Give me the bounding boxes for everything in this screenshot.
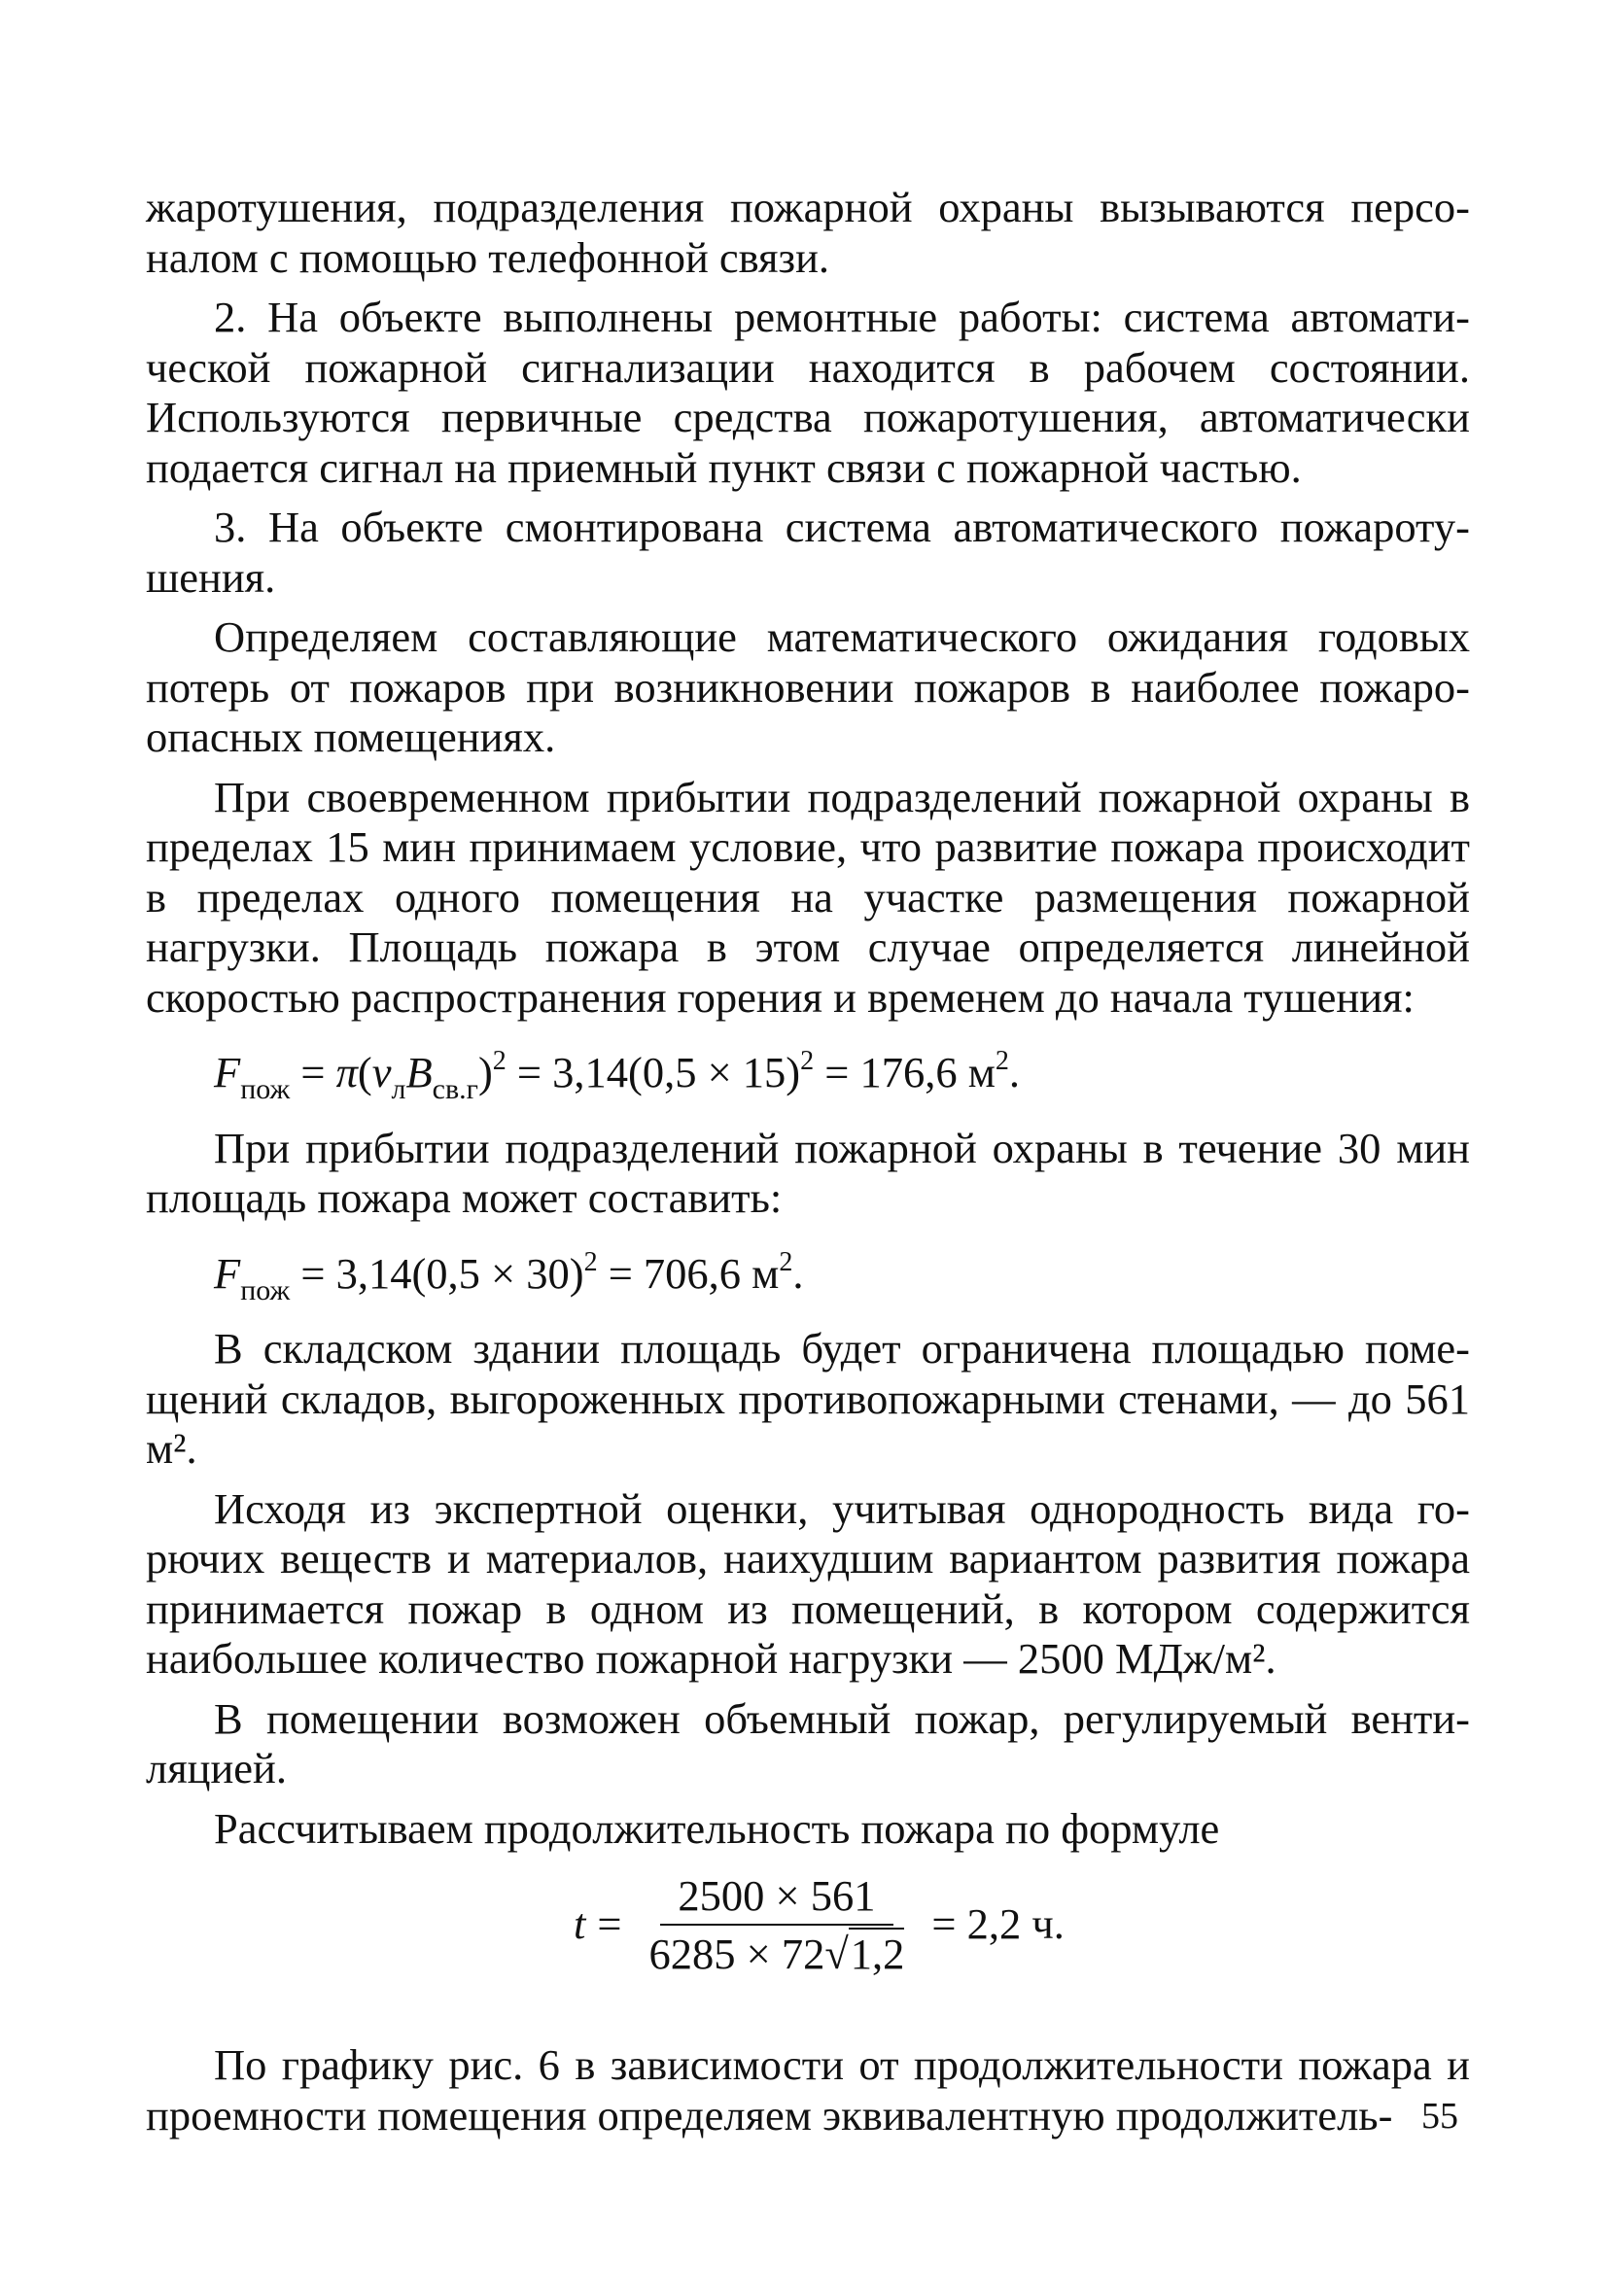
formula-text: . (792, 1248, 804, 1298)
formula-subscript: пож (240, 1273, 291, 1306)
paragraph: При прибытии подразделений пожарной охраны в течение 30 мин площадь пожара может составить: (146, 1123, 1470, 1222)
formula-subscript: пож (240, 1073, 291, 1105)
fraction-numerator: 2500 × 561 (660, 1871, 892, 1926)
formula-subscript: св.г (432, 1073, 478, 1105)
formula-text: = (597, 1899, 622, 1949)
formula-superscript: 2 (492, 1046, 507, 1076)
formula-text: = 706,6 м (597, 1248, 780, 1298)
paragraph: 3. На объекте смонтирована система автоматического пожаротушения. (146, 503, 1470, 602)
formula-text: = 2,2 ч. (931, 1899, 1065, 1949)
formula-text: ) (477, 1048, 493, 1096)
formula-text: ( (357, 1048, 372, 1096)
formula-fire-duration (146, 1867, 1470, 1982)
paragraph: В помещении возможен объемный пожар, регулируемый вентиляцией. (146, 1693, 1470, 1792)
paragraph: Определяем составляющие математического ожидания годовых потерь от пожаров при возникновении пожаров в наиболее пожароопасных помещениях. (146, 612, 1470, 761)
formula-text: = (290, 1048, 336, 1096)
formula-symbol: F (214, 1248, 241, 1298)
formula-symbol: B (405, 1048, 433, 1096)
fraction-denominator (631, 1926, 922, 1978)
page-number: 55 (1421, 2096, 1458, 2137)
paragraph: При своевременном прибытии подразделений пожарной охраны в пределах 15 мин принимаем условие, что развитие пожара происходит в пределах одного помещения на участке размещения пожарной нагрузки. Площадь пожара в этом случае определяется линейной скоростью распространения горения и временем до начала тушения: (146, 772, 1470, 1022)
paragraph: По графику рис. 6 в зависимости от продолжительности пожара и проемности помещения определяем эквивалентную продолжитель- (146, 2040, 1470, 2139)
formula-text: = 176,6 м (814, 1048, 996, 1096)
formula-superscript: 2 (779, 1246, 793, 1277)
formula-text: . (1008, 1048, 1021, 1096)
formula-symbol: v (371, 1048, 392, 1096)
formula-fire-area-30min (146, 1246, 1470, 1306)
paragraph: жаротушения, подразделения пожарной охраны вызываются персоналом с помощью телефонной связи. (146, 183, 1470, 282)
formula-fire-area-15min (146, 1046, 1470, 1105)
paragraph: Рассчитываем продолжительность пожара по формуле (214, 1803, 1220, 1853)
paragraph: В складском здании площадь будет ограничена площадью помещений складов, выгороженных противопожарными стенами, — до 561 м². (146, 1324, 1470, 1473)
formula-fraction (631, 1871, 922, 1978)
formula-subscript: л (391, 1073, 406, 1105)
formula-text: = 3,14(0,5 × 15) (506, 1048, 801, 1096)
sqrt-sign: √ (824, 1930, 849, 1978)
paragraph: 2. На объекте выполнены ремонтные работы: система автоматической пожарной сигнализации находится в рабочем состоянии. Используются первичные средства пожаротушения, автоматически подается сигнал на приемный пункт связи с пожарной частью. (146, 293, 1470, 492)
formula-text: = 3,14(0,5 × 30) (290, 1248, 584, 1298)
body-text (146, 183, 1470, 2150)
paragraph: Исходя из экспертной оценки, учитывая однородность вида горючих веществ и материалов, наихудшим вариантом развития пожара принимается пожар в одном из помещений, в котором содержится наибольшее количество пожарной нагрузки — 2500 МДж/м². (146, 1483, 1470, 1683)
formula-superscript: 2 (800, 1046, 815, 1076)
formula-symbol: t (574, 1899, 586, 1949)
formula-text: 6285 × 72 (648, 1930, 825, 1978)
formula-symbol: F (214, 1048, 241, 1096)
formula-superscript: 2 (583, 1246, 598, 1277)
formula-symbol: π (335, 1048, 358, 1096)
formula-superscript: 2 (995, 1046, 1009, 1076)
sqrt-argument: 1,2 (850, 1930, 905, 1978)
